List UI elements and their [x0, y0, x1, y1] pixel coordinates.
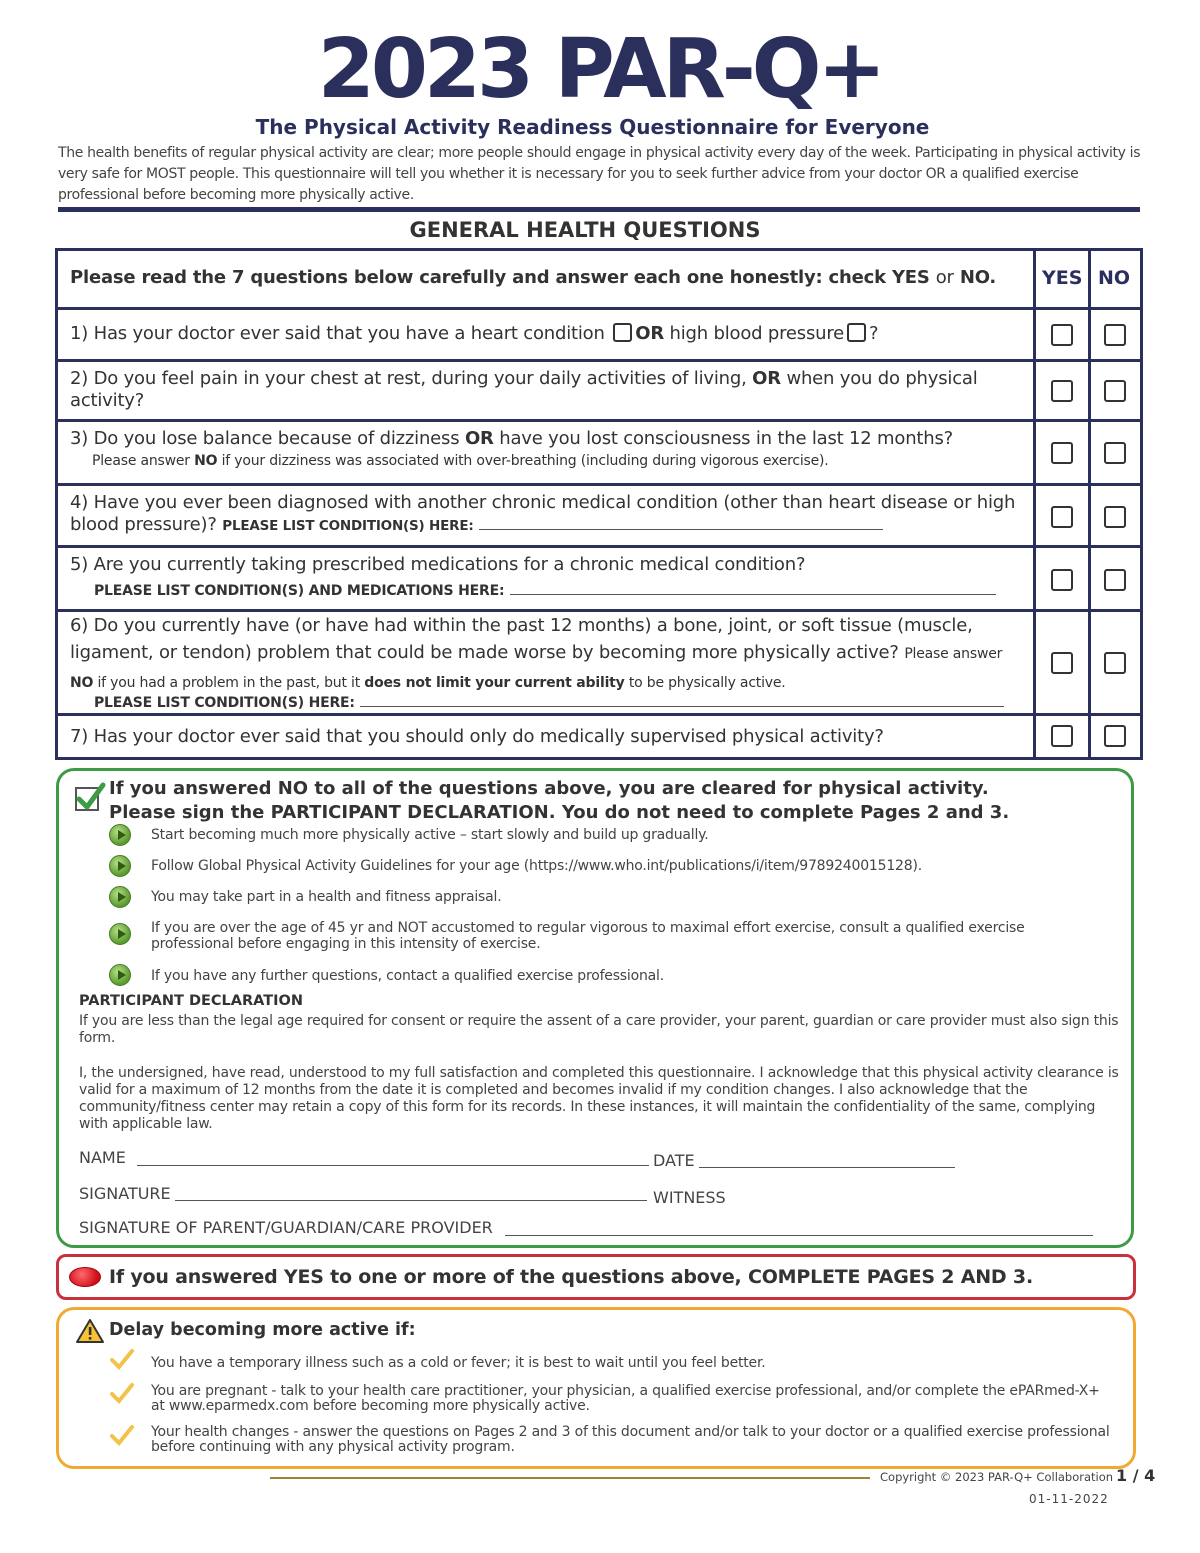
check-icon: [109, 1382, 135, 1404]
question-row-2: [58, 359, 1140, 419]
parent-signature-field[interactable]: [505, 1235, 1093, 1236]
date-field[interactable]: [699, 1167, 955, 1168]
table-instructions: Please read the 7 questions below carefully and answer each one honestly: check YES or NO.: [70, 267, 997, 288]
question-4-text: 4) Have you ever been diagnosed with another chronic medical condition (other than heart disease or high blood pressure)? PLEASE LIST CONDITION(S) HERE:: [70, 492, 1016, 535]
yes-notice-text: If you answered YES to one or more of the questions above, COMPLETE PAGES 2 AND 3.: [109, 1266, 1033, 1288]
question-4-conditions-line[interactable]: [479, 516, 883, 530]
check-icon: [109, 1424, 135, 1446]
question-5-yes-checkbox[interactable]: [1051, 569, 1073, 591]
question-2-yes-checkbox[interactable]: [1051, 380, 1073, 402]
section-title: GENERAL HEALTH QUESTIONS: [409, 218, 761, 242]
signature-label: SIGNATURE: [79, 1184, 171, 1203]
copyright: Copyright © 2023 PAR-Q+ Collaboration: [880, 1470, 1114, 1484]
high-blood-pressure-checkbox[interactable]: [847, 323, 866, 342]
warning-icon: [75, 1318, 105, 1344]
delay-item-3: Your health changes - answer the questions on Pages 2 and 3 of this document and/or talk to your doctor or a qualified exercise professional before continuing with any physical activity program.: [151, 1424, 1110, 1455]
question-4-yes-checkbox[interactable]: [1051, 506, 1073, 528]
revision-date: 01-11-2022: [1029, 1492, 1109, 1506]
yes-notice-box: [56, 1254, 1136, 1300]
delay-section: [56, 1307, 1136, 1469]
page-title: 2023 PAR-Q+: [317, 22, 883, 117]
question-row-5: [58, 545, 1140, 609]
play-bullet-icon: [109, 824, 131, 846]
play-bullet-icon: [109, 855, 131, 877]
page-number: 1 / 4: [1116, 1466, 1156, 1485]
stop-icon: [69, 1267, 101, 1287]
play-bullet-icon: [109, 886, 131, 908]
question-7-no-checkbox[interactable]: [1104, 725, 1126, 747]
cleared-bullet-2: Follow Global Physical Activity Guidelines for your age (https://www.who.int/publications/i/item/9789240015128).: [151, 858, 922, 874]
question-2-text: 2) Do you feel pain in your chest at rest, during your daily activities of living, OR when you do physical activity?: [70, 368, 978, 411]
delay-item-2: You are pregnant - talk to your health care practitioner, your physician, a qualified exercise professional, and/or complete the ePARmed-X+ at www.eparmedx.com before becoming more physically active.: [151, 1383, 1100, 1414]
date-label: DATE: [653, 1151, 695, 1170]
parent-signature-label: SIGNATURE OF PARENT/GUARDIAN/CARE PROVIDER: [79, 1218, 493, 1237]
question-row-3: [58, 419, 1140, 483]
questions-table: [55, 248, 1143, 760]
question-1-text: 1) Has your doctor ever said that you have a heart condition OR high blood pressure ?: [70, 323, 879, 344]
play-bullet-icon: [109, 923, 131, 945]
page-subtitle: The Physical Activity Readiness Questionnaire for Everyone: [255, 115, 930, 139]
question-1-no-checkbox[interactable]: [1104, 324, 1126, 346]
question-6-yes-checkbox[interactable]: [1051, 652, 1073, 674]
cleared-heading: If you answered NO to all of the questions above, you are cleared for physical activity. Please sign the PARTICIPANT DECLARATION. You do not need to complete Pages 2 and 3.: [109, 778, 1010, 823]
question-row-7: [58, 713, 1140, 757]
name-label: NAME: [79, 1148, 126, 1167]
delay-item-1: You have a temporary illness such as a cold or fever; it is best to wait until you feel better.: [151, 1355, 766, 1371]
name-field[interactable]: [137, 1165, 649, 1166]
cleared-bullet-5: If you have any further questions, contact a qualified exercise professional.: [151, 968, 664, 984]
question-row-6: [58, 609, 1140, 713]
question-6-text: 6) Do you currently have (or have had within the past 12 months) a bone, joint, or soft tissue (muscle, ligament, or tendon) problem that could be made worse by becoming more physically active? Please answer NO if you had a problem in the past, but it does not limit your current ability to be physically active. PLEASE LIST CONDITION(S) HERE:: [58, 612, 1033, 713]
witness-label: WITNESS: [653, 1188, 726, 1207]
question-6-no-checkbox[interactable]: [1104, 652, 1126, 674]
header-divider: [58, 207, 1140, 212]
signature-field[interactable]: [175, 1200, 647, 1201]
check-icon: [109, 1348, 135, 1370]
intro-paragraph: The health benefits of regular physical activity are clear; more people should engage in physical activity every day of the week. Participating in physical activity is very safe for MOST people. This questionnaire will tell you whether it is necessary for you to seek further advice from your doctor OR a qualified exercise professional before becoming more physically active.: [58, 145, 1141, 203]
checkmark-icon: [75, 787, 99, 811]
footer-divider: [270, 1477, 870, 1479]
question-3-no-checkbox[interactable]: [1104, 442, 1126, 464]
question-7-text: 7) Has your doctor ever said that you should only do medically supervised physical activity?: [70, 726, 884, 747]
delay-heading: Delay becoming more active if:: [109, 1320, 416, 1340]
cleared-bullet-4: If you are over the age of 45 yr and NOT accustomed to regular vigorous to maximal effort exercise, consult a qualified exercise professional before engaging in this intensity of exercise.: [151, 920, 1025, 952]
table-header-row: [58, 251, 1140, 307]
cleared-bullet-3: You may take part in a health and fitness appraisal.: [151, 889, 502, 905]
cleared-bullet-1: Start becoming much more physically active – start slowly and build up gradually.: [151, 827, 709, 843]
question-3-text: 3) Do you lose balance because of dizziness OR have you lost consciousness in the last 12 months? Please answer NO if your dizziness was associated with over-breathing (including during vigorous exercise).: [70, 428, 954, 469]
play-bullet-icon: [109, 964, 131, 986]
question-4-no-checkbox[interactable]: [1104, 506, 1126, 528]
question-6-conditions-line[interactable]: [360, 693, 1004, 707]
question-5-no-checkbox[interactable]: [1104, 569, 1126, 591]
question-row-1: [58, 307, 1140, 359]
question-1-yes-checkbox[interactable]: [1051, 324, 1073, 346]
question-7-yes-checkbox[interactable]: [1051, 725, 1073, 747]
question-5-text: 5) Are you currently taking prescribed medications for a chronic medical condition? PLEASE LIST CONDITION(S) AND MEDICATIONS HERE:: [58, 548, 1033, 609]
question-2-no-checkbox[interactable]: [1104, 380, 1126, 402]
question-row-4: [58, 483, 1140, 545]
declaration-paragraph-2: I, the undersigned, have read, understood to my full satisfaction and completed this questionnaire. I acknowledge that this physical activity clearance is valid for a maximum of 12 months from the date it is completed and becomes invalid if my condition changes. I also acknowledge that the community/fitness center may retain a copy of this form for its records. In these instances, it will maintain the confidentiality of the same, complying with applicable law.: [79, 1065, 1119, 1132]
cleared-section: [56, 768, 1134, 1248]
question-5-medications-line[interactable]: [510, 581, 996, 595]
declaration-paragraph-1: If you are less than the legal age required for consent or require the assent of a care provider, your parent, guardian or care provider must also sign this form.: [79, 1013, 1119, 1046]
yes-column-header: YES: [1042, 267, 1083, 289]
heart-condition-checkbox[interactable]: [613, 323, 632, 342]
declaration-title: PARTICIPANT DECLARATION: [79, 993, 303, 1009]
question-3-yes-checkbox[interactable]: [1051, 442, 1073, 464]
no-column-header: NO: [1098, 267, 1131, 289]
